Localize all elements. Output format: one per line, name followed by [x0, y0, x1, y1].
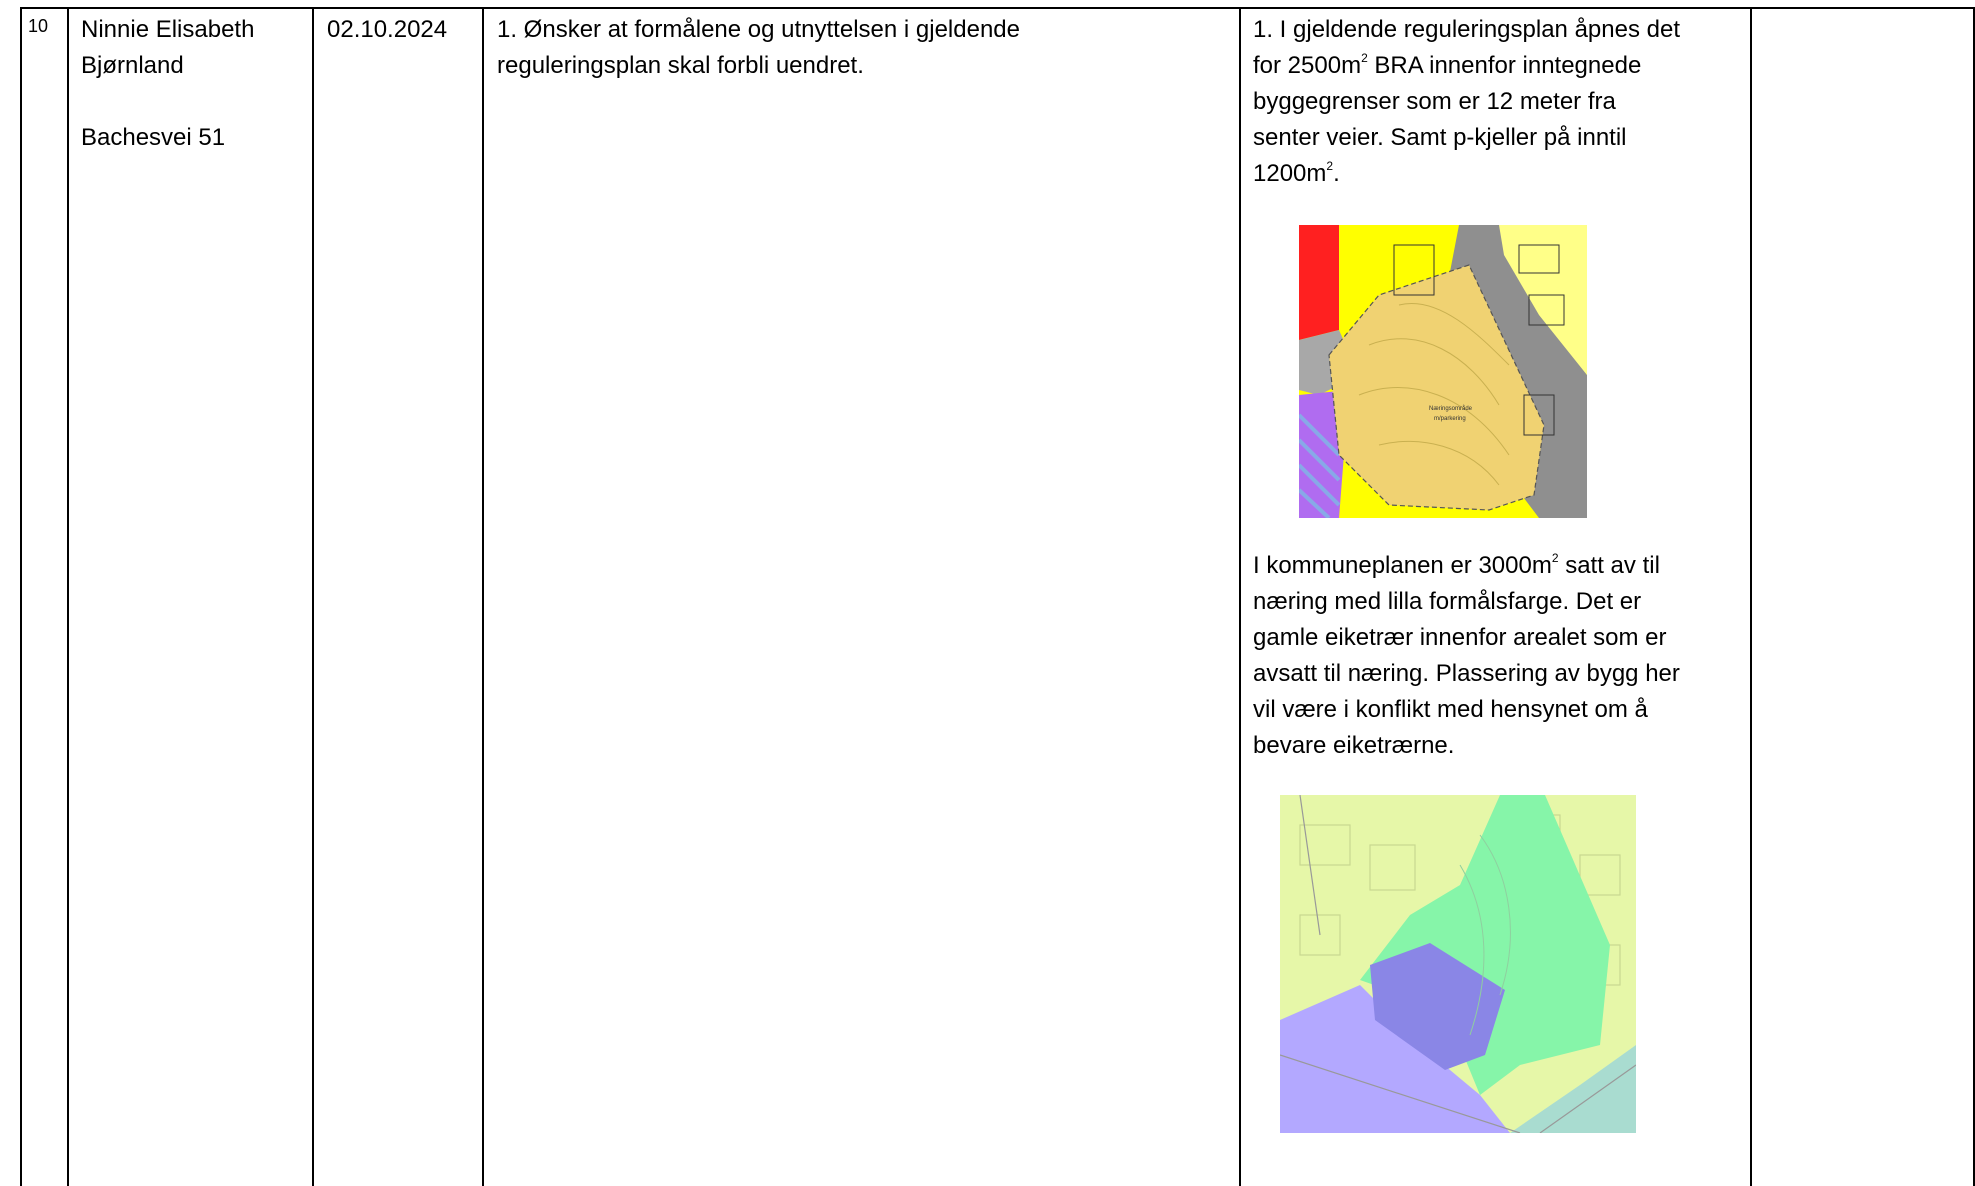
response-p1-line1: 1. I gjeldende reguleringsplan åpnes det	[1253, 16, 1680, 43]
response-p2-line6: bevare eiketrærne.	[1253, 732, 1455, 759]
table-border-right	[1973, 7, 1975, 1186]
column-divider-4	[1239, 7, 1241, 1186]
response-p1-line3: byggegrenser som er 12 meter fra	[1253, 88, 1616, 115]
request-line2: reguleringsplan skal forbli uendret.	[497, 52, 864, 79]
column-divider-2	[312, 7, 314, 1186]
regulation-plan-map-icon	[1299, 225, 1587, 518]
svg-text:m/parkering: m/parkering	[1434, 416, 1466, 422]
response-p2-line2: næring med lilla formålsfarge. Det er	[1253, 588, 1642, 615]
column-divider-5	[1750, 7, 1752, 1186]
response-p2-line1: I kommuneplanen er $3000m^2$ satt av til	[1253, 551, 1660, 579]
submitter-address: Bachesvei 51	[81, 124, 226, 151]
response-p1-line5: $1200m^2$.	[1253, 159, 1340, 187]
response-p2-line3: gamle eiketrær innenfor arealet som er	[1253, 624, 1667, 651]
response-p1-line2: for $2500m^2$ BRA innenfor inntegnede	[1253, 51, 1642, 79]
municipal-plan-map-icon	[1280, 795, 1636, 1133]
row-number: 10	[28, 16, 49, 36]
submission-date: 02.10.2024	[327, 16, 448, 43]
response-p2-line4: avsatt til næring. Plassering av bygg her	[1253, 660, 1680, 687]
submitter-name-line2: Bjørnland	[81, 52, 184, 79]
column-divider-3	[482, 7, 484, 1186]
response-p1-line4: senter veier. Samt p-kjeller på inntil	[1253, 124, 1627, 151]
svg-text:Næringsområde: Næringsområde	[1429, 406, 1473, 412]
request-cell	[497, 12, 1227, 84]
response-p2-line5: vil være i konflikt med hensynet om å	[1253, 696, 1648, 723]
request-line1: 1. Ønsker at formålene og utnyttelsen i gjeldende	[497, 16, 1020, 43]
submitter-name-line1: Ninnie Elisabeth	[81, 16, 255, 43]
column-divider-1	[67, 7, 69, 1186]
table-border-left	[20, 7, 22, 1186]
response-p2	[1253, 548, 1743, 764]
submitter-cell	[81, 12, 306, 156]
response-cell	[1253, 12, 1743, 192]
